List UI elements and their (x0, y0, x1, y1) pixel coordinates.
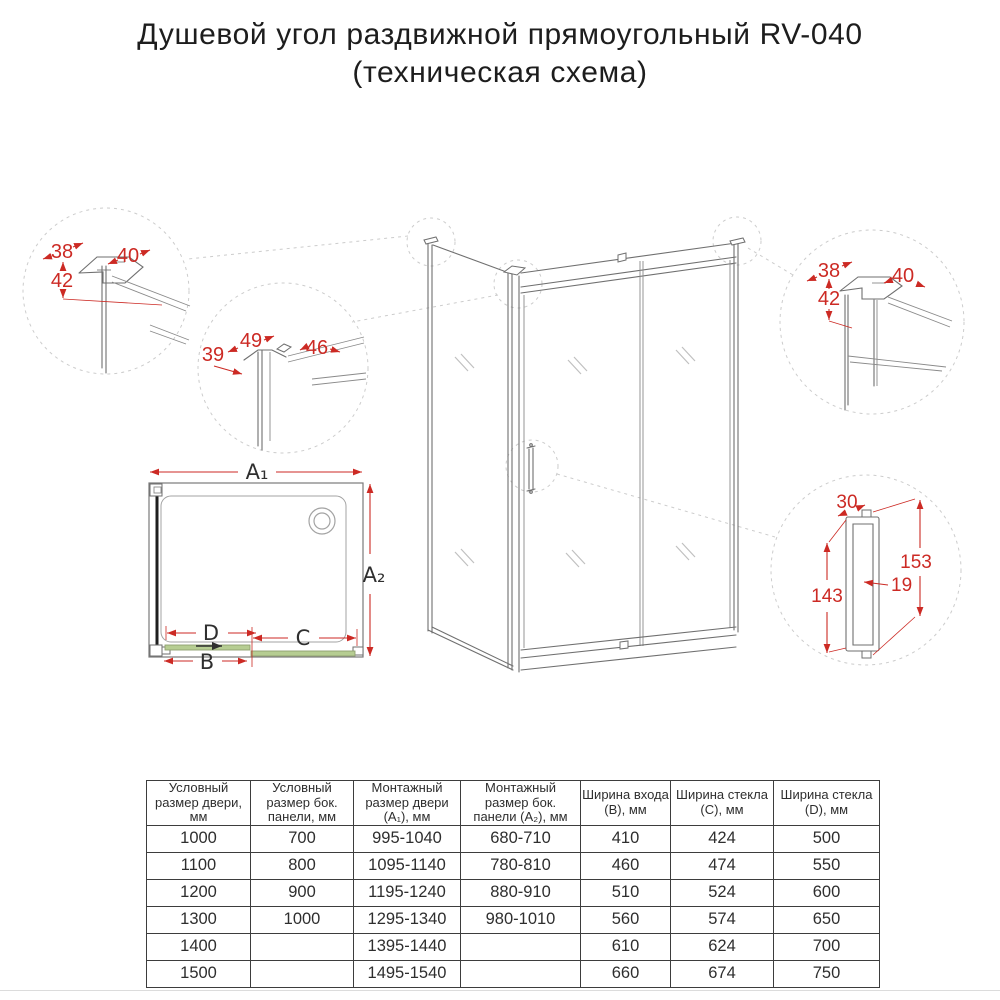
col-header-glass-c: Ширина стекла (C), мм (671, 781, 774, 826)
table-cell: 1500 (147, 960, 251, 987)
table-row (147, 906, 880, 933)
table-cell: 650 (774, 906, 880, 933)
table-cell: 1495-1540 (354, 960, 461, 987)
table-row (147, 879, 880, 906)
dim-handle-153: 153 (900, 552, 932, 573)
table-cell (461, 933, 581, 960)
table-cell: 660 (581, 960, 671, 987)
glass-reflections (455, 347, 695, 567)
dim-door-46: 46 (305, 337, 329, 359)
table-cell: 1100 (147, 852, 251, 879)
table-cell: 600 (774, 879, 880, 906)
dim-handle-143: 143 (811, 586, 843, 607)
table-cell: 574 (671, 906, 774, 933)
table-cell: 524 (671, 879, 774, 906)
col-header-entry-width: Ширина входа (B), мм (581, 781, 671, 826)
dim-top-right-38: 38 (817, 260, 841, 282)
fixed-glass-plan (251, 651, 355, 656)
col-header-panel-size: Условный размер бок. панели, мм (251, 781, 354, 826)
enclosure-3d-view (424, 237, 745, 672)
table-cell: 560 (581, 906, 671, 933)
table-cell: 800 (251, 852, 354, 879)
table-cell: 1200 (147, 879, 251, 906)
bottom-divider (0, 990, 1000, 991)
table-cell: 510 (581, 879, 671, 906)
table-cell: 410 (581, 825, 671, 852)
plan-view (149, 460, 385, 674)
table-cell: 780-810 (461, 852, 581, 879)
table-cell: 700 (251, 825, 354, 852)
table-row (147, 933, 880, 960)
table-cell: 680-710 (461, 825, 581, 852)
table-cell: 1395-1440 (354, 933, 461, 960)
table-cell: 424 (671, 825, 774, 852)
detail-door-top-profile (202, 330, 366, 450)
col-header-door-mount: Монтажный размер двери (A₁), мм (354, 781, 461, 826)
dim-top-left-38: 38 (50, 241, 74, 263)
table-cell: 995-1040 (354, 825, 461, 852)
dim-label-c: C (295, 626, 311, 650)
table-cell: 980-1010 (461, 906, 581, 933)
table-cell: 460 (581, 852, 671, 879)
dim-top-right-40: 40 (891, 265, 915, 287)
table-cell (251, 960, 354, 987)
detail-handle (811, 492, 932, 658)
table-cell: 474 (671, 852, 774, 879)
title-line2: (техническая схема) (352, 56, 648, 89)
dim-top-left-40: 40 (116, 245, 140, 267)
table-cell (251, 933, 354, 960)
dim-label-a1: A₁ (245, 460, 269, 484)
dim-handle-30: 30 (836, 492, 858, 513)
table-cell: 610 (581, 933, 671, 960)
detail-top-left-profile (43, 241, 190, 373)
size-table (146, 780, 880, 988)
table-cell: 500 (774, 825, 880, 852)
dim-top-right-42: 42 (817, 288, 841, 310)
col-header-panel-mount: Монтажный размер бок. панели (A₂), мм (461, 781, 581, 826)
dim-door-49: 49 (239, 330, 263, 352)
table-row (147, 825, 880, 852)
table-row (147, 852, 880, 879)
table-cell: 550 (774, 852, 880, 879)
table-cell: 1095-1140 (354, 852, 461, 879)
table-cell: 1400 (147, 933, 251, 960)
dim-top-left-42: 42 (50, 270, 74, 292)
table-cell (461, 960, 581, 987)
table-cell: 880-910 (461, 879, 581, 906)
col-header-door-size: Условный размер двери, мм (147, 781, 251, 826)
table-cell: 1300 (147, 906, 251, 933)
dim-label-a2: A₂ (362, 563, 386, 587)
table-cell: 900 (251, 879, 354, 906)
dim-label-d: D (202, 621, 220, 645)
title-line1: Душевой угол раздвижной прямоугольный RV-040 (137, 18, 863, 51)
table-cell: 700 (774, 933, 880, 960)
table-row (147, 960, 880, 987)
table-cell: 750 (774, 960, 880, 987)
detail-top-right-profile (807, 260, 952, 410)
table-cell: 1000 (147, 825, 251, 852)
table-cell: 624 (671, 933, 774, 960)
col-header-glass-d: Ширина стекла (D), мм (774, 781, 880, 826)
table-cell: 1295-1340 (354, 906, 461, 933)
table-cell: 1195-1240 (354, 879, 461, 906)
dim-door-39: 39 (201, 344, 225, 366)
dim-handle-19: 19 (891, 575, 913, 596)
table-header-row (147, 781, 880, 826)
table-cell: 1000 (251, 906, 354, 933)
table-cell: 674 (671, 960, 774, 987)
dim-label-b: B (199, 650, 215, 674)
